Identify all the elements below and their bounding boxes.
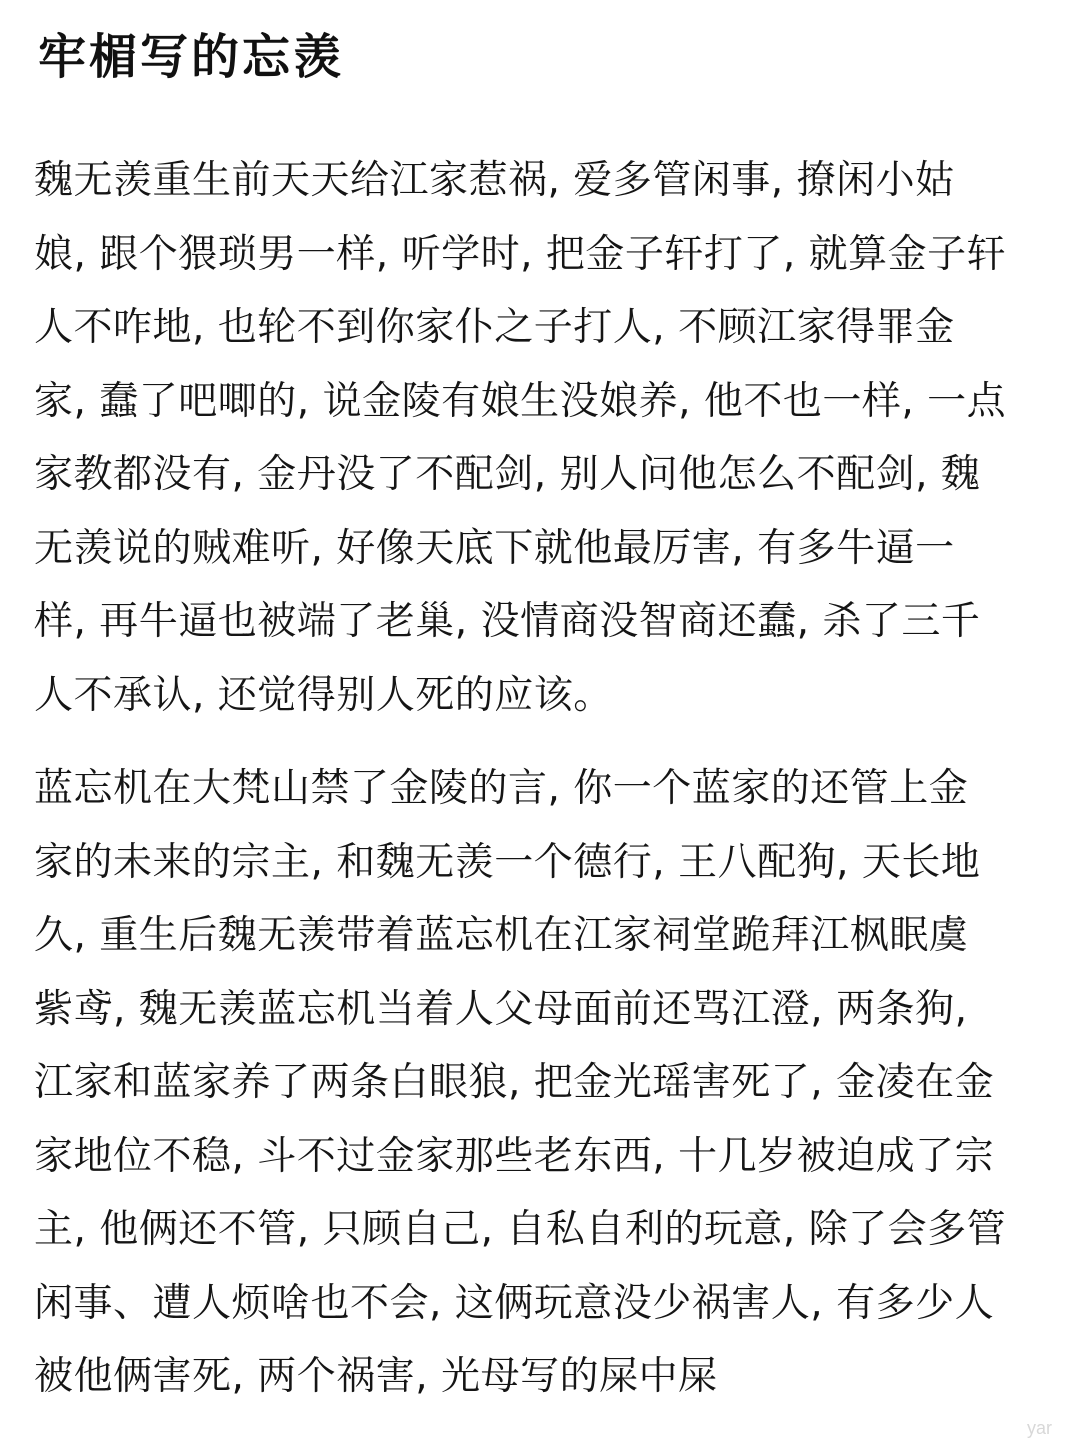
paragraph-2 <box>34 752 1044 1414</box>
text-line: 家地位不稳, 斗不过金家那些老东西, 十几岁被迫成了宗 <box>34 1133 995 1179</box>
text-line: 紫鸢, 魏无羡蓝忘机当着人父母面前还骂江澄, 两条狗, <box>34 986 968 1032</box>
paragraph-1 <box>34 144 1044 732</box>
document-body <box>34 144 1044 1414</box>
text-line: 主, 他俩还不管, 只顾自己, 自私自利的玩意, 除了会多管 <box>34 1207 1007 1252</box>
text-line: 魏无羡重生前天天给江家惹祸, 爱多管闲事, 撩闲小姑 <box>34 158 955 203</box>
text-line: 无羡说的贼难听, 好像天底下就他最厉害, 有多牛逼一 <box>34 525 955 571</box>
text-line: 被他俩害死, 两个祸害, 光母写的屎中屎 <box>34 1354 718 1399</box>
text-line: 蓝忘机在大梵山禁了金陵的言, 你一个蓝家的还管上金 <box>34 766 969 811</box>
text-line: 家的未来的宗主, 和魏无羡一个德行, 王八配狗, 天长地 <box>34 839 981 885</box>
watermark: yar <box>1026 1418 1052 1438</box>
text-line: 闲事、遭人烦啥也不会, 这俩玩意没少祸害人, 有多少人 <box>34 1280 995 1326</box>
text-line: 人不承认, 还觉得别人死的应该。 <box>34 672 613 718</box>
text-line: 娘, 跟个猥琐男一样, 听学时, 把金子轩打了, 就算金子轩 <box>34 231 1007 277</box>
text-line: 江家和蓝家养了两条白眼狼, 把金光瑶害死了, 金凌在金 <box>34 1060 995 1105</box>
text-line: 人不咋地, 也轮不到你家仆之子打人, 不顾江家得罪金 <box>34 305 955 350</box>
text-line: 家, 蠢了吧唧的, 说金陵有娘生没娘养, 他不也一样, 一点 <box>34 378 1007 424</box>
paragraph-spacer <box>34 732 1044 752</box>
text-line: 久, 重生后魏无羡带着蓝忘机在江家祠堂跪拜江枫眠虞 <box>34 913 969 958</box>
text-line: 样, 再牛逼也被端了老巢, 没情商没智商还蠢, 杀了三千 <box>34 599 981 644</box>
text-line: 家教都没有, 金丹没了不配剑, 别人问他怎么不配剑, 魏 <box>34 452 981 497</box>
document-title: 牢楣写的忘羡 <box>38 29 345 85</box>
